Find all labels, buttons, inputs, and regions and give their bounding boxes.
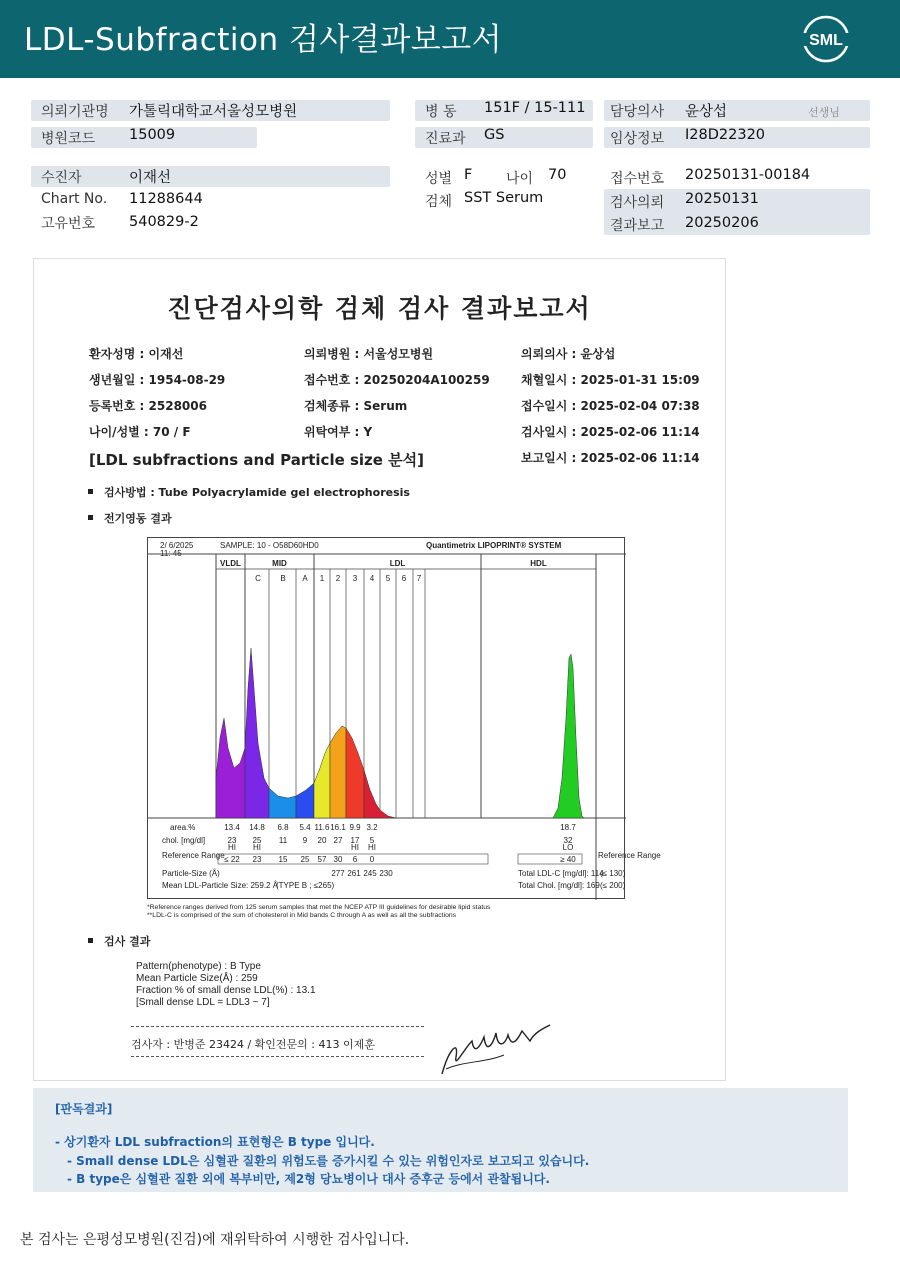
field-age-sex: 나이/성별 : 70 / F bbox=[89, 425, 191, 439]
chart-svg bbox=[148, 538, 661, 900]
ref-value: 25 bbox=[300, 855, 310, 864]
particle-size-value: 245 bbox=[363, 869, 377, 878]
sml-logo bbox=[800, 14, 852, 64]
divider bbox=[131, 1056, 424, 1057]
field-birthdate: 생년월일 : 1954-08-29 bbox=[89, 373, 226, 387]
group-label: HDL bbox=[530, 559, 547, 568]
uid-value: 540829-2 bbox=[129, 214, 199, 230]
chol-value: 32 bbox=[563, 836, 573, 845]
bullet bbox=[88, 489, 93, 494]
patient-label: 수진자 bbox=[41, 170, 82, 186]
ref-value: ≤ 22 bbox=[224, 855, 240, 864]
result-date-label: 결과보고 bbox=[610, 218, 665, 234]
flag-value: HI bbox=[253, 843, 261, 852]
bullet bbox=[88, 515, 93, 520]
patient-value: 이재선 bbox=[129, 170, 172, 186]
hospital-code-value: 15009 bbox=[129, 127, 176, 143]
receipt-label: 접수번호 bbox=[610, 171, 665, 187]
bullet bbox=[88, 938, 93, 943]
fraction-area-6 bbox=[346, 728, 364, 818]
chart-brand: Quantimetrix LIPOPRINT® SYSTEM bbox=[426, 541, 562, 550]
ref-label-right: Reference Range bbox=[598, 851, 661, 860]
band-label: 3 bbox=[352, 574, 358, 583]
request-label: 검사의뢰 bbox=[610, 195, 665, 211]
ref-value: ≥ 40 bbox=[560, 855, 576, 864]
chart-date: 2/ 6/2025 bbox=[160, 541, 194, 550]
particle-size-value: 277 bbox=[331, 869, 345, 878]
section-title: [LDL subfractions and Particle size 분석] bbox=[89, 451, 425, 469]
chart-note-2: **LDL-C is comprised of the sum of cholesterol in Mid bands C through A as well as all the subfractions bbox=[147, 912, 457, 919]
mean-type: (TYPE B ; ≤265) bbox=[276, 881, 335, 890]
chol-value: 9 bbox=[302, 836, 308, 845]
doctor-value: 윤상섭 bbox=[685, 104, 728, 120]
area-value: 6.8 bbox=[277, 823, 289, 832]
ref-value: 15 bbox=[278, 855, 288, 864]
chol-value: 20 bbox=[317, 836, 327, 845]
fraction-area-3 bbox=[296, 783, 314, 818]
specimen-label: 검체 bbox=[425, 194, 453, 210]
mean-size: Mean LDL-Particle Size: 259.2 Å bbox=[162, 881, 279, 890]
result-line: Mean Particle Size(Å) : 259 bbox=[136, 973, 258, 984]
particle-size-value: 261 bbox=[347, 869, 361, 878]
fraction-area-5 bbox=[330, 726, 346, 818]
method-text: 검사방법 : Tube Polyacrylamide gel electrophoresis bbox=[104, 486, 410, 499]
clinical-value: I28D22320 bbox=[685, 127, 766, 143]
fraction-area-8 bbox=[553, 654, 584, 818]
divider bbox=[131, 1026, 424, 1027]
area-value: 9.9 bbox=[349, 823, 361, 832]
judgment-title: [판독결과] bbox=[55, 1102, 113, 1116]
area-value: 14.8 bbox=[249, 823, 265, 832]
institution-label: 의뢰기관명 bbox=[41, 104, 109, 120]
particle-size-value: 230 bbox=[379, 869, 393, 878]
receipt-value: 20250131-00184 bbox=[685, 167, 811, 183]
chart-sample: SAMPLE: 10 - O58D60HD0 bbox=[220, 541, 319, 550]
field-referring-doctor: 의뢰의사 : 윤상섭 bbox=[521, 347, 616, 361]
result-date-value: 20250206 bbox=[685, 215, 759, 231]
field-receipt-time: 접수일시 : 2025-02-04 07:38 bbox=[521, 399, 700, 413]
institution-value: 가톨릭대학교서울성모병원 bbox=[129, 104, 298, 120]
band-label: 2 bbox=[335, 574, 341, 583]
field-report-time: 보고일시 : 2025-02-06 11:14 bbox=[521, 451, 700, 465]
band-label: B bbox=[280, 574, 286, 583]
logo-text: SML bbox=[809, 32, 843, 49]
judgment-line: - B type은 심혈관 질환 외에 복부비만, 제2형 당뇨병이나 대사 증후군 등에서 관찰됩니다. bbox=[67, 1172, 550, 1186]
fraction-area-1 bbox=[245, 648, 269, 818]
age-label: 나이 bbox=[506, 171, 534, 187]
row-label-chol: chol. [mg/dl] bbox=[162, 836, 206, 845]
area-value: 16.1 bbox=[330, 823, 346, 832]
band-label: 1 bbox=[319, 574, 325, 583]
chart-value: 11288644 bbox=[129, 191, 203, 207]
chol-value: 17 bbox=[350, 836, 360, 845]
ref-value: 23 bbox=[252, 855, 262, 864]
area-value: 3.2 bbox=[366, 823, 378, 832]
electrophoresis-chart bbox=[147, 537, 661, 899]
field-collection-time: 채혈일시 : 2025-01-31 15:09 bbox=[521, 373, 700, 387]
field-referring-hospital: 의뢰병원 : 서울성모병원 bbox=[304, 347, 434, 361]
hospital-code-label: 병원코드 bbox=[41, 131, 96, 147]
result-line: [Small dense LDL = LDL3 ~ 7] bbox=[136, 997, 270, 1008]
ward-value: 151F / 15-111 bbox=[484, 100, 586, 116]
band-label: 4 bbox=[369, 574, 375, 583]
report-title: 진단검사의학 검체 검사 결과보고서 bbox=[167, 294, 592, 323]
signature bbox=[434, 1019, 554, 1079]
request-value: 20250131 bbox=[685, 191, 759, 207]
row-label-area: area.% bbox=[170, 823, 196, 832]
chart-time: 11: 45 bbox=[160, 549, 182, 558]
fraction-area-4 bbox=[314, 743, 330, 818]
ward-label: 병 동 bbox=[425, 104, 457, 120]
field-reg-no: 등록번호 : 2528006 bbox=[89, 399, 207, 413]
group-label: LDL bbox=[389, 559, 406, 568]
flag-value: HI bbox=[368, 843, 376, 852]
result-line: Fraction % of small dense LDL(%) : 13.1 bbox=[136, 985, 316, 996]
fraction-area-0 bbox=[216, 718, 245, 818]
fraction-area-2 bbox=[269, 788, 296, 818]
age-value: 70 bbox=[548, 167, 567, 183]
header-bar bbox=[0, 0, 900, 78]
ref-value: 57 bbox=[317, 855, 327, 864]
electro-title: 전기영동 결과 bbox=[104, 512, 172, 525]
area-value: 11.6 bbox=[314, 823, 330, 832]
report-document bbox=[33, 258, 726, 1081]
flag-value: HI bbox=[351, 843, 359, 852]
total-ldl: Total LDL-C [mg/dl]: 114 bbox=[518, 869, 604, 878]
chart-label: Chart No. bbox=[41, 191, 108, 207]
band-label: C bbox=[255, 574, 261, 583]
band-label: A bbox=[302, 574, 308, 583]
judgment-line: - 상기환자 LDL subfraction의 표현형은 B type 입니다. bbox=[55, 1135, 375, 1149]
ref-value: 30 bbox=[333, 855, 343, 864]
ref-value: 6 bbox=[352, 855, 358, 864]
row-label-ref: Reference Range bbox=[162, 851, 225, 860]
field-patient-name: 환자성명 : 이재선 bbox=[89, 347, 184, 361]
area-value: 5.4 bbox=[299, 823, 311, 832]
area-value: 13.4 bbox=[224, 823, 240, 832]
flag-value: LO bbox=[562, 843, 574, 852]
specimen-value: SST Serum bbox=[464, 190, 544, 206]
dept-label: 진료과 bbox=[425, 131, 466, 147]
result-title: 검사 결과 bbox=[104, 935, 151, 948]
total-chol: Total Chol. [mg/dl]: 169 bbox=[518, 881, 600, 890]
doctor-label: 담당의사 bbox=[610, 104, 665, 120]
sex-value: F bbox=[464, 167, 473, 183]
field-test-time: 검사일시 : 2025-02-06 11:14 bbox=[521, 425, 700, 439]
footer-note: 본 검사는 은평성모병원(진검)에 재위탁하여 시행한 검사입니다. bbox=[20, 1232, 410, 1248]
uid-label: 고유번호 bbox=[41, 216, 96, 232]
field-specimen-type: 검체종류 : Serum bbox=[304, 399, 408, 413]
particle-label: Particle-Size (Å) bbox=[162, 869, 220, 878]
band-label: 6 bbox=[401, 574, 407, 583]
page-title: LDL-Subfraction 검사결과보고서 bbox=[24, 22, 503, 58]
chart-note-1: *Reference ranges derived from 125 serum samples that met the NCEP ATP III guidelines for desirable lipid status bbox=[147, 904, 491, 911]
chol-value: 25 bbox=[252, 836, 262, 845]
chol-value: 27 bbox=[333, 836, 343, 845]
field-consignment: 위탁여부 : Y bbox=[304, 425, 373, 439]
judgment-box bbox=[33, 1088, 848, 1192]
group-label: VLDL bbox=[220, 559, 241, 568]
judgment-line: - Small dense LDL은 심혈관 질환의 위험도를 증가시킬 수 있는 위험인자로 보고되고 있습니다. bbox=[67, 1154, 590, 1168]
info-bar-patient bbox=[31, 166, 390, 187]
area-value: 18.7 bbox=[560, 823, 576, 832]
clinical-label: 임상정보 bbox=[610, 131, 665, 147]
chol-value: 5 bbox=[369, 836, 375, 845]
ref-value: 0 bbox=[369, 855, 375, 864]
sex-label: 성별 bbox=[425, 171, 453, 187]
dept-value: GS bbox=[484, 127, 505, 143]
flag-value: HI bbox=[228, 843, 236, 852]
chol-value: 23 bbox=[227, 836, 237, 845]
result-line: Pattern(phenotype) : B Type bbox=[136, 961, 261, 972]
total-ldl-ref: (≤ 130) bbox=[600, 869, 626, 878]
group-label: MID bbox=[272, 559, 287, 568]
field-receipt-no: 접수번호 : 20250204A100259 bbox=[304, 373, 490, 387]
doctor-suffix: 선생님 bbox=[808, 106, 840, 119]
chol-value: 11 bbox=[278, 836, 288, 845]
inspector-line: 검사자 : 반병준 23424 / 확인전문의 : 413 이제훈 bbox=[131, 1038, 375, 1051]
total-chol-ref: (≤ 200) bbox=[600, 881, 626, 890]
band-label: 7 bbox=[416, 574, 422, 583]
band-label: 5 bbox=[385, 574, 391, 583]
